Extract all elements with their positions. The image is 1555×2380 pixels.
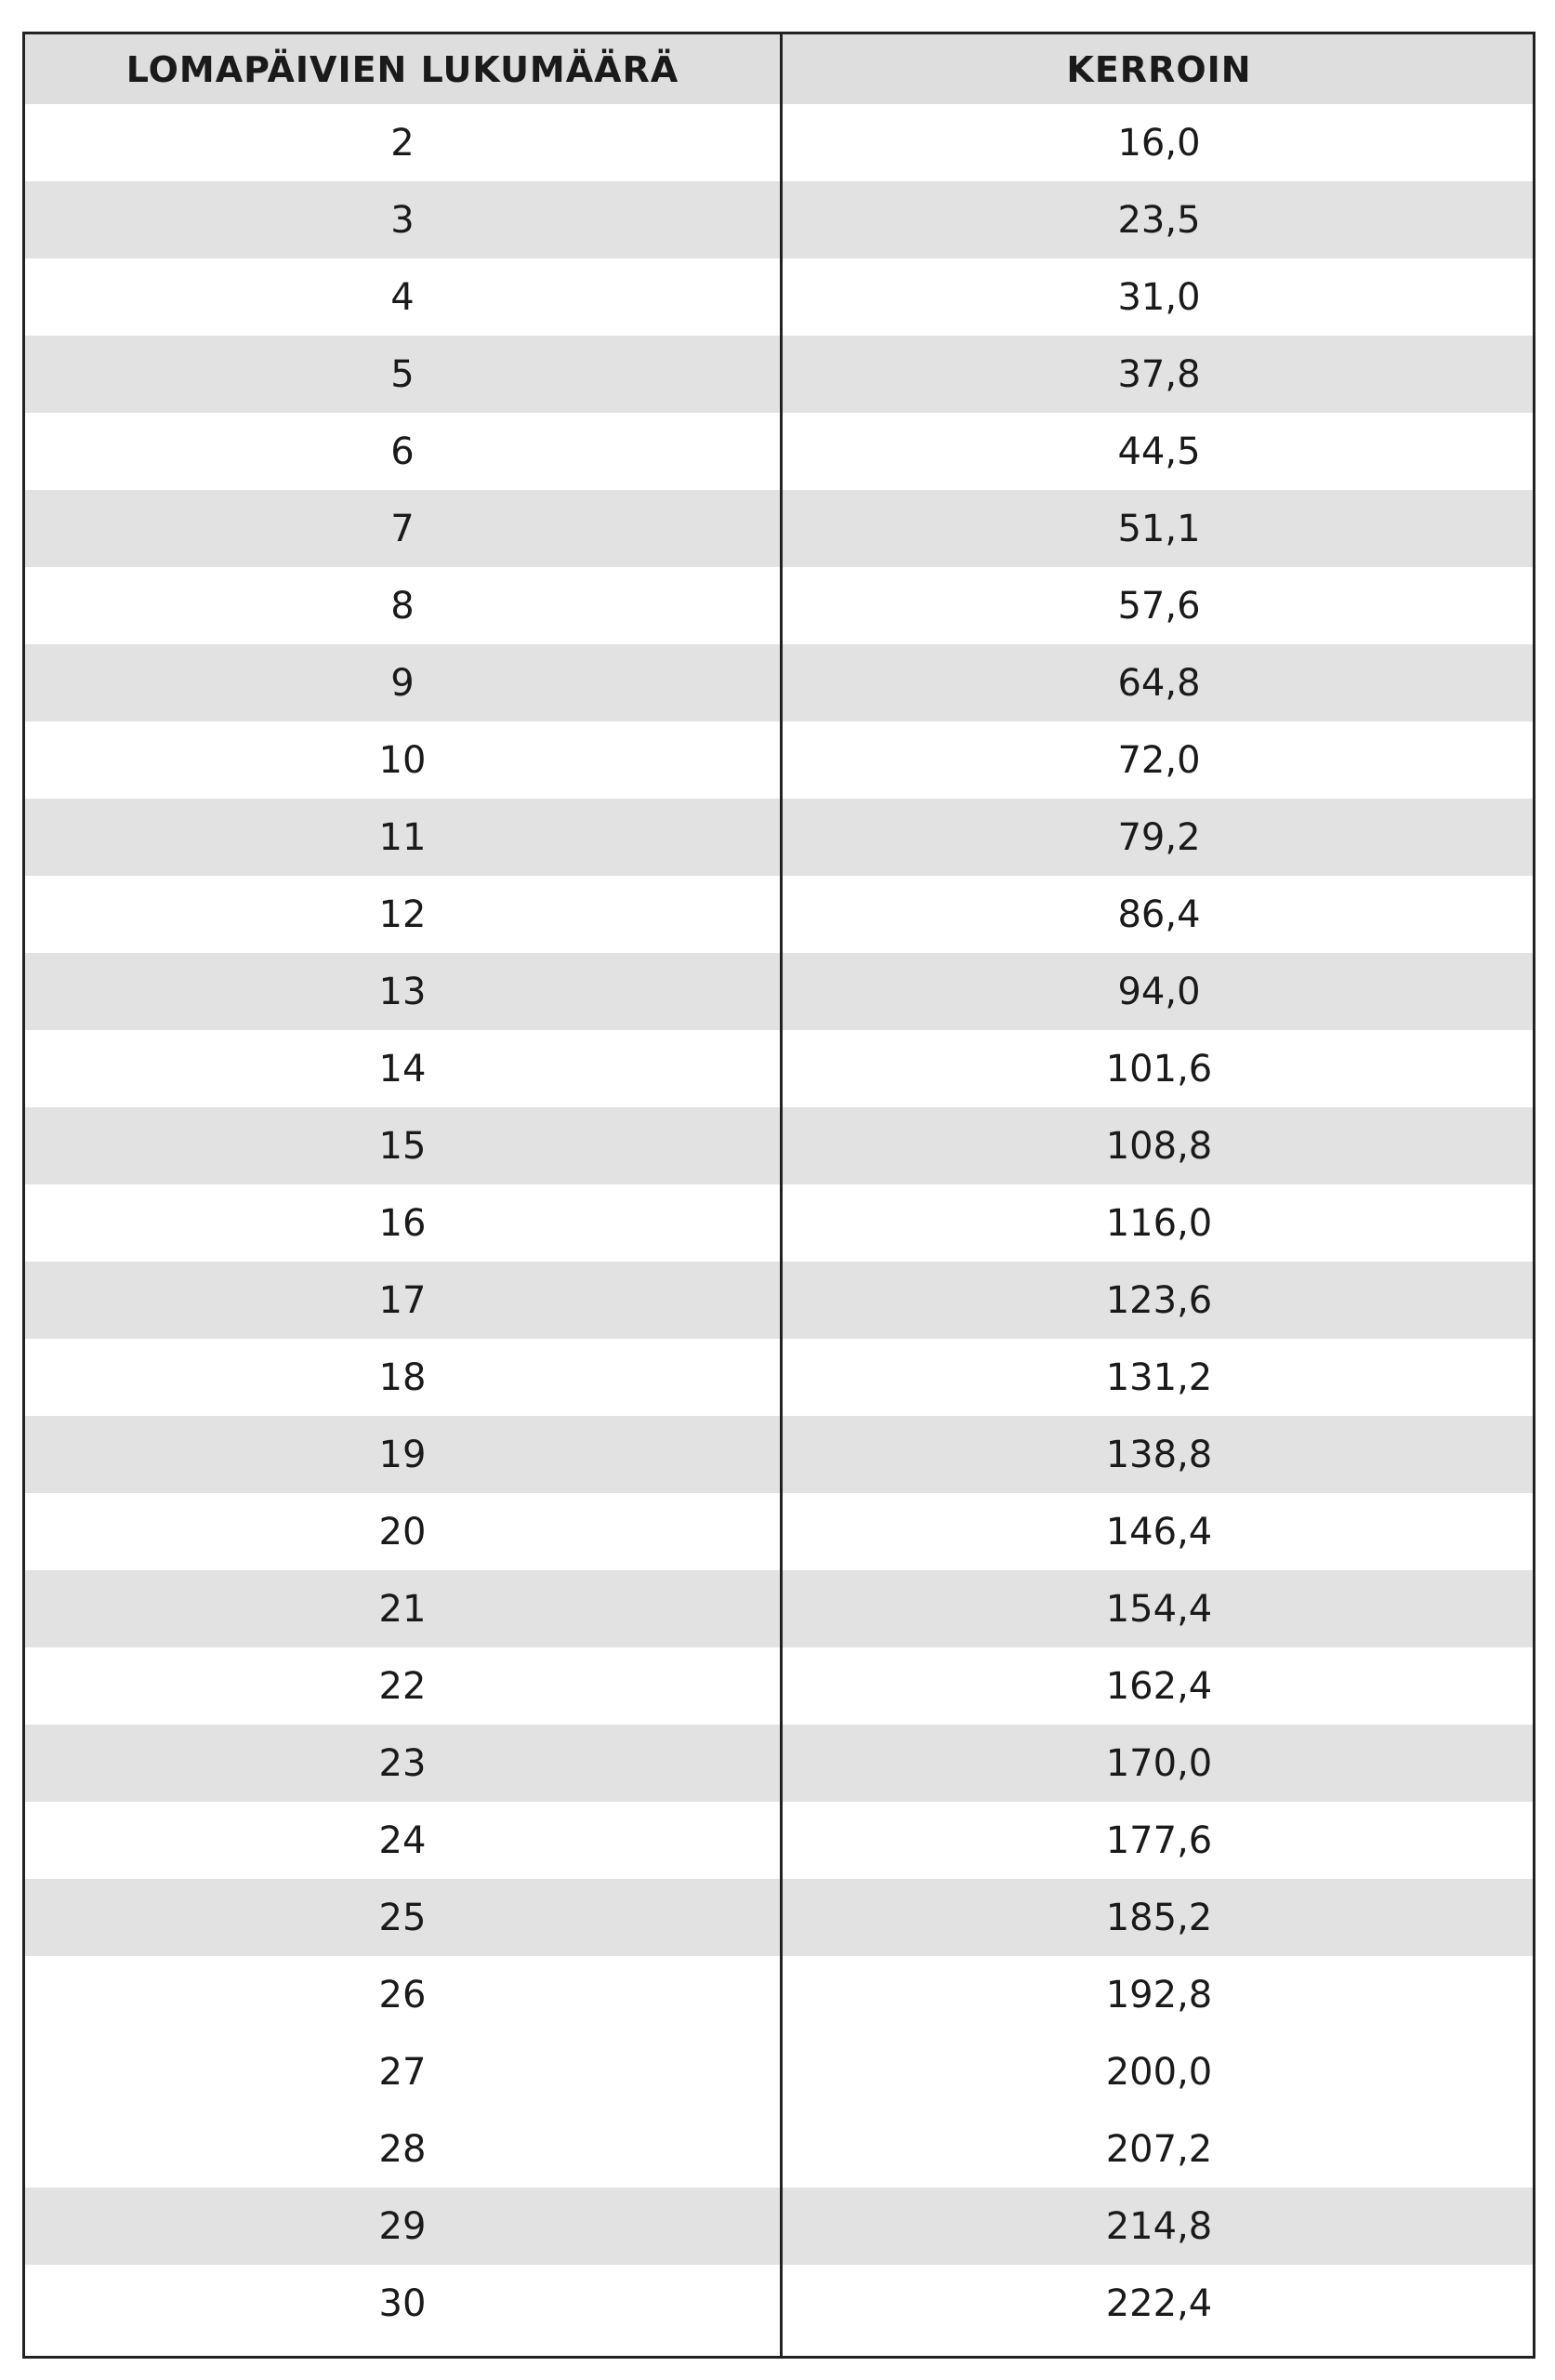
cell-days: 7 xyxy=(390,507,415,550)
cell-factor: 154,4 xyxy=(1105,1587,1213,1631)
cell-days: 10 xyxy=(378,738,427,782)
cell-days: 5 xyxy=(390,352,415,396)
cell-days: 8 xyxy=(390,584,415,628)
table-row xyxy=(25,721,1533,799)
cell-factor: 44,5 xyxy=(1117,430,1201,473)
cell-days: 29 xyxy=(378,2204,427,2248)
cell-days: 26 xyxy=(378,1973,427,2016)
cell-days: 16 xyxy=(378,1201,427,1245)
table-row xyxy=(25,104,1533,181)
cell-days: 27 xyxy=(378,2050,427,2094)
cell-factor: 86,4 xyxy=(1117,892,1201,936)
table-row xyxy=(25,876,1533,953)
cell-factor: 57,6 xyxy=(1117,584,1201,628)
table-row xyxy=(25,181,1533,258)
table-row xyxy=(25,644,1533,721)
table-row xyxy=(25,953,1533,1030)
cell-days: 13 xyxy=(378,970,427,1013)
table-row xyxy=(25,1725,1533,1802)
cell-days: 9 xyxy=(390,661,415,705)
cell-factor: 64,8 xyxy=(1117,661,1201,705)
header-days: LOMAPÄIVIEN LUKUMÄÄRÄ xyxy=(125,48,679,90)
cell-days: 28 xyxy=(378,2127,427,2171)
cell-days: 14 xyxy=(378,1047,427,1091)
table-row xyxy=(25,1262,1533,1339)
column-divider xyxy=(780,34,783,2356)
cell-factor: 207,2 xyxy=(1105,2127,1213,2171)
table-row xyxy=(25,1184,1533,1262)
cell-factor: 138,8 xyxy=(1105,1433,1213,1476)
cell-days: 3 xyxy=(390,198,415,242)
cell-factor: 162,4 xyxy=(1105,1664,1213,1708)
cell-days: 20 xyxy=(378,1510,427,1554)
table-row xyxy=(25,1570,1533,1647)
cell-days: 22 xyxy=(378,1664,427,1708)
table-row xyxy=(25,2265,1533,2342)
table-row xyxy=(25,336,1533,413)
table-body xyxy=(25,104,1533,2342)
table-row xyxy=(25,1802,1533,1879)
table-row xyxy=(25,1493,1533,1570)
cell-days: 2 xyxy=(390,121,415,165)
cell-days: 4 xyxy=(390,275,415,319)
cell-days: 15 xyxy=(378,1124,427,1168)
cell-days: 17 xyxy=(378,1278,427,1322)
table-row xyxy=(25,258,1533,336)
table-row xyxy=(25,2033,1533,2110)
vacation-days-table xyxy=(22,32,1535,2359)
table-row xyxy=(25,1647,1533,1725)
table-row xyxy=(25,799,1533,876)
cell-factor: 146,4 xyxy=(1105,1510,1213,1554)
cell-days: 6 xyxy=(390,430,415,473)
cell-days: 30 xyxy=(378,2281,427,2325)
cell-days: 25 xyxy=(378,1896,427,1939)
cell-factor: 170,0 xyxy=(1105,1741,1213,1785)
cell-factor: 214,8 xyxy=(1105,2204,1213,2248)
table-row xyxy=(25,490,1533,567)
cell-days: 12 xyxy=(378,892,427,936)
cell-factor: 222,4 xyxy=(1105,2281,1213,2325)
cell-factor: 31,0 xyxy=(1117,275,1201,319)
table-row xyxy=(25,1879,1533,1956)
cell-factor: 37,8 xyxy=(1117,352,1201,396)
cell-days: 18 xyxy=(378,1355,427,1399)
table-row xyxy=(25,567,1533,644)
cell-factor: 72,0 xyxy=(1117,738,1201,782)
header-factor: KERROIN xyxy=(1066,48,1252,90)
table-header-row xyxy=(25,34,1533,104)
table-row xyxy=(25,1956,1533,2033)
cell-factor: 101,6 xyxy=(1105,1047,1213,1091)
cell-factor: 177,6 xyxy=(1105,1818,1213,1862)
cell-days: 24 xyxy=(378,1818,427,1862)
cell-factor: 108,8 xyxy=(1105,1124,1213,1168)
table-row xyxy=(25,413,1533,490)
cell-factor: 123,6 xyxy=(1105,1278,1213,1322)
cell-days: 21 xyxy=(378,1587,427,1631)
cell-factor: 116,0 xyxy=(1105,1201,1213,1245)
cell-factor: 16,0 xyxy=(1117,121,1201,165)
cell-factor: 94,0 xyxy=(1117,970,1201,1013)
table-row xyxy=(25,1339,1533,1416)
cell-factor: 192,8 xyxy=(1105,1973,1213,2016)
cell-factor: 131,2 xyxy=(1105,1355,1213,1399)
cell-days: 11 xyxy=(378,815,427,859)
cell-days: 23 xyxy=(378,1741,427,1785)
table-row xyxy=(25,1416,1533,1493)
cell-days: 19 xyxy=(378,1433,427,1476)
table-row xyxy=(25,2188,1533,2265)
cell-factor: 185,2 xyxy=(1105,1896,1213,1939)
table-row xyxy=(25,1030,1533,1107)
cell-factor: 51,1 xyxy=(1117,507,1201,550)
cell-factor: 200,0 xyxy=(1105,2050,1213,2094)
table-row xyxy=(25,1107,1533,1184)
cell-factor: 79,2 xyxy=(1117,815,1201,859)
table-row xyxy=(25,2110,1533,2188)
cell-factor: 23,5 xyxy=(1117,198,1201,242)
